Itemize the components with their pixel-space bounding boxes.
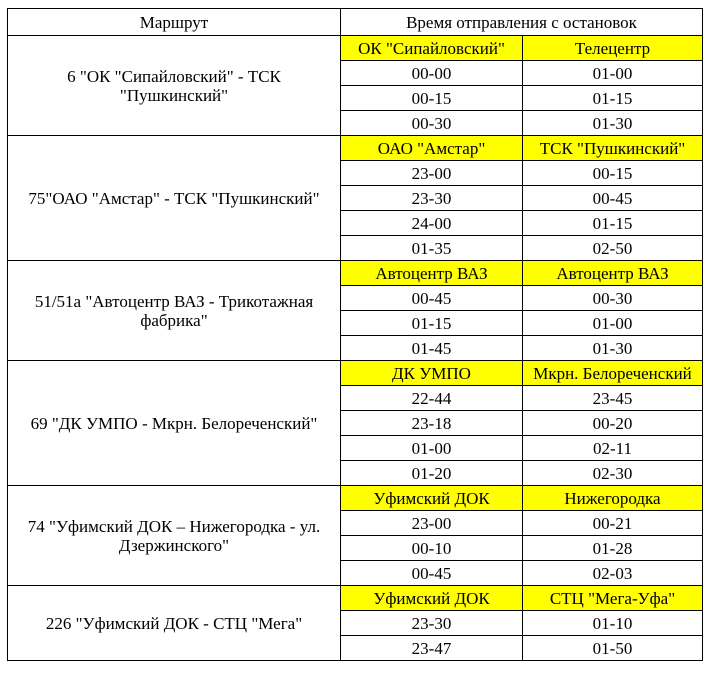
departure-time-to: 00-15 bbox=[523, 161, 703, 186]
departure-time-to: 02-11 bbox=[523, 436, 703, 461]
departure-time-to: 02-03 bbox=[523, 561, 703, 586]
departure-time-from: 01-35 bbox=[341, 236, 523, 261]
departure-time-from: 00-45 bbox=[341, 286, 523, 311]
departure-time-to: 02-30 bbox=[523, 461, 703, 486]
route-stops-row bbox=[8, 361, 703, 386]
departure-time-from: 01-45 bbox=[341, 336, 523, 361]
route-stops-row bbox=[8, 136, 703, 161]
route-stops-row bbox=[8, 36, 703, 61]
departure-time-to: 23-45 bbox=[523, 386, 703, 411]
stop-from: ОАО "Амстар" bbox=[341, 136, 523, 161]
departure-time-from: 23-47 bbox=[341, 636, 523, 661]
departure-time-to: 01-30 bbox=[523, 111, 703, 136]
departure-time-from: 23-00 bbox=[341, 511, 523, 536]
departure-time-to: 01-00 bbox=[523, 311, 703, 336]
stop-from: ОК "Сипайловский" bbox=[341, 36, 523, 61]
route-stops-row bbox=[8, 261, 703, 286]
departure-time-from: 23-18 bbox=[341, 411, 523, 436]
header-row bbox=[8, 9, 703, 36]
route-name: 6 "ОК "Сипайловский" - ТСК "Пушкинский" bbox=[8, 36, 341, 136]
departure-time-to: 01-50 bbox=[523, 636, 703, 661]
departure-time-from: 00-45 bbox=[341, 561, 523, 586]
stop-to: Мкрн. Белореченский bbox=[523, 361, 703, 386]
departure-time-from: 00-15 bbox=[341, 86, 523, 111]
route-stops-row bbox=[8, 586, 703, 611]
stop-to: Автоцентр ВАЗ bbox=[523, 261, 703, 286]
departure-time-to: 01-15 bbox=[523, 86, 703, 111]
stop-to: ТСК "Пушкинский" bbox=[523, 136, 703, 161]
stop-from: Уфимский ДОК bbox=[341, 586, 523, 611]
departure-time-to: 01-28 bbox=[523, 536, 703, 561]
departure-time-to: 01-30 bbox=[523, 336, 703, 361]
departure-time-from: 23-00 bbox=[341, 161, 523, 186]
route-name: 75"ОАО "Амстар" - ТСК "Пушкинский" bbox=[8, 136, 341, 261]
departure-time-from: 00-00 bbox=[341, 61, 523, 86]
route-name: 51/51а "Автоцентр ВАЗ - Трикотажная фабрика" bbox=[8, 261, 341, 361]
departure-time-to: 01-10 bbox=[523, 611, 703, 636]
stop-to: Телецентр bbox=[523, 36, 703, 61]
departure-column-header: Время отправления с остановок bbox=[341, 9, 703, 36]
departure-time-to: 01-15 bbox=[523, 211, 703, 236]
departure-time-from: 01-00 bbox=[341, 436, 523, 461]
departure-time-to: 00-45 bbox=[523, 186, 703, 211]
schedule-table bbox=[7, 8, 703, 661]
departure-time-from: 01-15 bbox=[341, 311, 523, 336]
departure-time-to: 02-50 bbox=[523, 236, 703, 261]
route-name: 69 "ДК УМПО - Мкрн. Белореченский" bbox=[8, 361, 341, 486]
departure-time-from: 24-00 bbox=[341, 211, 523, 236]
stop-to: Нижегородка bbox=[523, 486, 703, 511]
route-stops-row bbox=[8, 486, 703, 511]
departure-time-from: 01-20 bbox=[341, 461, 523, 486]
route-column-header: Маршрут bbox=[8, 9, 341, 36]
stop-from: ДК УМПО bbox=[341, 361, 523, 386]
departure-time-from: 23-30 bbox=[341, 611, 523, 636]
departure-time-from: 23-30 bbox=[341, 186, 523, 211]
departure-time-from: 00-30 bbox=[341, 111, 523, 136]
stop-from: Уфимский ДОК bbox=[341, 486, 523, 511]
departure-time-to: 01-00 bbox=[523, 61, 703, 86]
departure-time-to: 00-21 bbox=[523, 511, 703, 536]
stop-to: СТЦ "Мега-Уфа" bbox=[523, 586, 703, 611]
departure-time-from: 00-10 bbox=[341, 536, 523, 561]
departure-time-to: 00-30 bbox=[523, 286, 703, 311]
route-name: 74 "Уфимский ДОК – Нижегородка - ул. Дзержинского" bbox=[8, 486, 341, 586]
route-name: 226 "Уфимский ДОК - СТЦ "Мега" bbox=[8, 586, 341, 661]
stop-from: Автоцентр ВАЗ bbox=[341, 261, 523, 286]
departure-time-from: 22-44 bbox=[341, 386, 523, 411]
schedule-body bbox=[8, 36, 703, 661]
departure-time-to: 00-20 bbox=[523, 411, 703, 436]
